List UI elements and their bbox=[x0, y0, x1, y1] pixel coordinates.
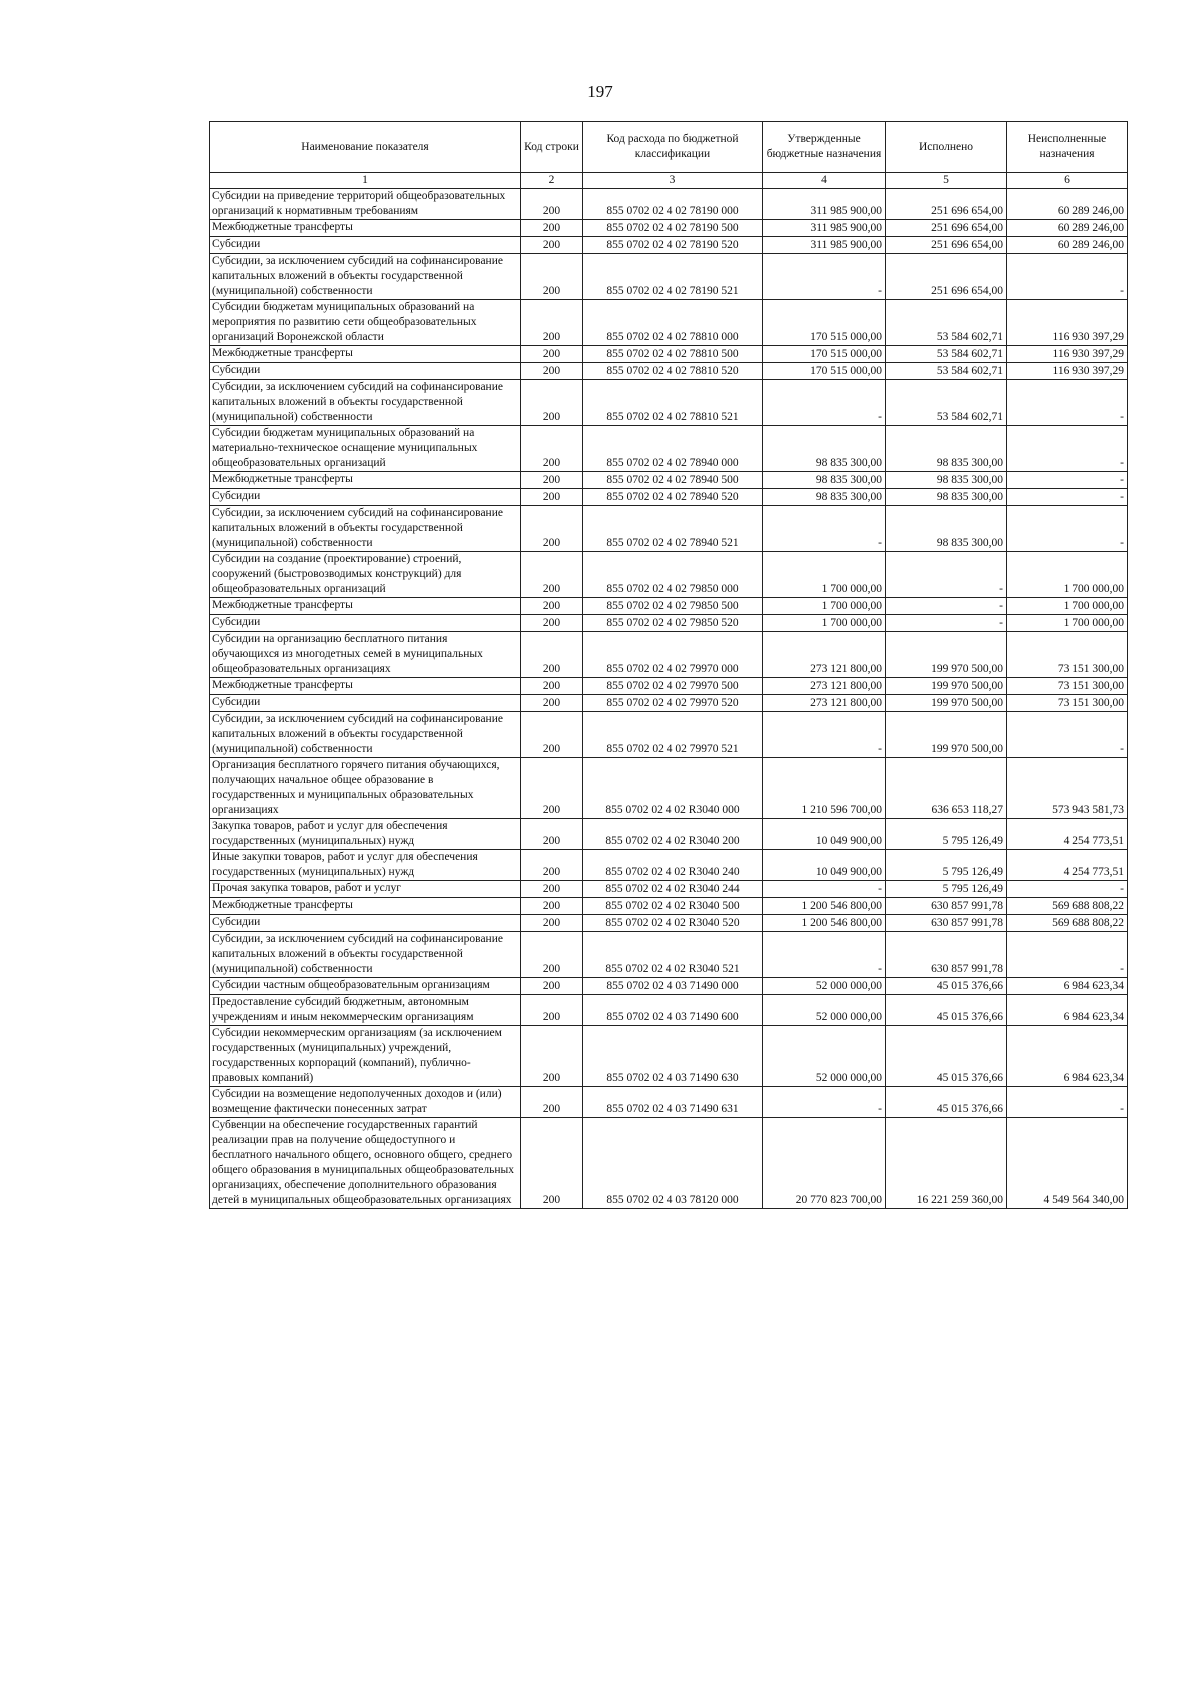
row-line-code: 200 bbox=[521, 915, 583, 932]
row-line-code: 200 bbox=[521, 237, 583, 254]
row-approved: - bbox=[763, 380, 886, 426]
row-unexecuted: 60 289 246,00 bbox=[1007, 220, 1128, 237]
row-line-code: 200 bbox=[521, 426, 583, 472]
row-line-code: 200 bbox=[521, 254, 583, 300]
row-classification-code: 855 0702 02 4 02 78940 520 bbox=[583, 489, 763, 506]
row-line-code: 200 bbox=[521, 881, 583, 898]
column-number: 1 bbox=[210, 173, 521, 189]
row-line-code: 200 bbox=[521, 678, 583, 695]
row-classification-code: 855 0702 02 4 02 78190 000 bbox=[583, 189, 763, 220]
column-number: 6 bbox=[1007, 173, 1128, 189]
row-unexecuted: 4 254 773,51 bbox=[1007, 819, 1128, 850]
row-classification-code: 855 0702 02 4 03 71490 600 bbox=[583, 995, 763, 1026]
row-approved: 273 121 800,00 bbox=[763, 695, 886, 712]
row-name: Субсидии bbox=[210, 237, 521, 254]
row-classification-code: 855 0702 02 4 02 78190 521 bbox=[583, 254, 763, 300]
column-number: 3 bbox=[583, 173, 763, 189]
table-row bbox=[210, 915, 1128, 932]
row-executed: 98 835 300,00 bbox=[886, 489, 1007, 506]
row-unexecuted: 73 151 300,00 bbox=[1007, 678, 1128, 695]
row-approved: 311 985 900,00 bbox=[763, 220, 886, 237]
row-classification-code: 855 0702 02 4 02 79970 521 bbox=[583, 712, 763, 758]
column-number-row bbox=[210, 173, 1128, 189]
row-classification-code: 855 0702 02 4 03 71490 631 bbox=[583, 1087, 763, 1118]
row-name: Субсидии bbox=[210, 363, 521, 380]
table-row bbox=[210, 978, 1128, 995]
table-row bbox=[210, 1026, 1128, 1087]
row-executed: 251 696 654,00 bbox=[886, 237, 1007, 254]
row-approved: 311 985 900,00 bbox=[763, 189, 886, 220]
row-line-code: 200 bbox=[521, 615, 583, 632]
row-line-code: 200 bbox=[521, 363, 583, 380]
row-approved: - bbox=[763, 254, 886, 300]
row-classification-code: 855 0702 02 4 02 79850 520 bbox=[583, 615, 763, 632]
table-row bbox=[210, 220, 1128, 237]
row-unexecuted: - bbox=[1007, 380, 1128, 426]
row-name: Субсидии бюджетам муниципальных образований на материально-техническое оснащение муниципальных общеобразовательных организаций bbox=[210, 426, 521, 472]
row-classification-code: 855 0702 02 4 02 R3040 500 bbox=[583, 898, 763, 915]
row-classification-code: 855 0702 02 4 02 79850 000 bbox=[583, 552, 763, 598]
row-classification-code: 855 0702 02 4 02 79970 500 bbox=[583, 678, 763, 695]
row-classification-code: 855 0702 02 4 02 78190 500 bbox=[583, 220, 763, 237]
row-name: Межбюджетные трансферты bbox=[210, 472, 521, 489]
row-classification-code: 855 0702 02 4 02 R3040 521 bbox=[583, 932, 763, 978]
row-line-code: 200 bbox=[521, 1087, 583, 1118]
row-line-code: 200 bbox=[521, 472, 583, 489]
header-classification-code: Код расхода по бюджетной классификации bbox=[583, 122, 763, 173]
row-approved: 1 200 546 800,00 bbox=[763, 915, 886, 932]
row-executed: - bbox=[886, 552, 1007, 598]
row-approved: - bbox=[763, 932, 886, 978]
row-unexecuted: 116 930 397,29 bbox=[1007, 363, 1128, 380]
row-name: Субсидии на возмещение недополученных доходов и (или) возмещение фактически понесенных затрат bbox=[210, 1087, 521, 1118]
row-unexecuted: 6 984 623,34 bbox=[1007, 1026, 1128, 1087]
row-executed: 630 857 991,78 bbox=[886, 915, 1007, 932]
table-row bbox=[210, 426, 1128, 472]
table-row bbox=[210, 898, 1128, 915]
row-name: Субвенции на обеспечение государственных гарантий реализации прав на получение общедоступного и бесплатного начального общего, основного общего, среднего общего образования в муниципальных общеобразовательных организациях, обеспечение дополнительного образования детей в муниципальных общеобразовательных организациях bbox=[210, 1118, 521, 1209]
row-classification-code: 855 0702 02 4 02 78940 521 bbox=[583, 506, 763, 552]
table-row bbox=[210, 346, 1128, 363]
column-number: 5 bbox=[886, 173, 1007, 189]
row-unexecuted: - bbox=[1007, 254, 1128, 300]
page-number: 197 bbox=[587, 82, 613, 101]
row-executed: 98 835 300,00 bbox=[886, 472, 1007, 489]
row-line-code: 200 bbox=[521, 932, 583, 978]
row-approved: 10 049 900,00 bbox=[763, 819, 886, 850]
row-executed: 53 584 602,71 bbox=[886, 346, 1007, 363]
row-executed: 98 835 300,00 bbox=[886, 426, 1007, 472]
row-approved: 1 210 596 700,00 bbox=[763, 758, 886, 819]
row-approved: - bbox=[763, 506, 886, 552]
row-executed: 45 015 376,66 bbox=[886, 978, 1007, 995]
row-approved: 311 985 900,00 bbox=[763, 237, 886, 254]
row-executed: 53 584 602,71 bbox=[886, 380, 1007, 426]
row-line-code: 200 bbox=[521, 380, 583, 426]
row-unexecuted: 1 700 000,00 bbox=[1007, 552, 1128, 598]
table-row bbox=[210, 489, 1128, 506]
row-approved: 1 700 000,00 bbox=[763, 615, 886, 632]
row-approved: 98 835 300,00 bbox=[763, 472, 886, 489]
budget-report-table bbox=[209, 121, 1128, 1209]
row-unexecuted: - bbox=[1007, 932, 1128, 978]
row-approved: 170 515 000,00 bbox=[763, 300, 886, 346]
table-header bbox=[210, 122, 1128, 189]
row-name: Субсидии, за исключением субсидий на софинансирование капитальных вложений в объекты государственной (муниципальной) собственности bbox=[210, 506, 521, 552]
row-unexecuted: - bbox=[1007, 712, 1128, 758]
row-classification-code: 855 0702 02 4 02 79970 520 bbox=[583, 695, 763, 712]
table-row bbox=[210, 678, 1128, 695]
row-unexecuted: - bbox=[1007, 506, 1128, 552]
row-classification-code: 855 0702 02 4 02 R3040 520 bbox=[583, 915, 763, 932]
row-approved: 1 200 546 800,00 bbox=[763, 898, 886, 915]
row-unexecuted: - bbox=[1007, 426, 1128, 472]
row-classification-code: 855 0702 02 4 02 78940 500 bbox=[583, 472, 763, 489]
table-row bbox=[210, 552, 1128, 598]
table-row bbox=[210, 1087, 1128, 1118]
table-row bbox=[210, 712, 1128, 758]
row-executed: 53 584 602,71 bbox=[886, 300, 1007, 346]
row-approved: - bbox=[763, 1087, 886, 1118]
row-executed: 5 795 126,49 bbox=[886, 881, 1007, 898]
row-name: Субсидии бюджетам муниципальных образований на мероприятия по развитию сети общеобразовательных организаций Воронежской области bbox=[210, 300, 521, 346]
header-executed: Исполнено bbox=[886, 122, 1007, 173]
row-name: Межбюджетные трансферты bbox=[210, 220, 521, 237]
table-row bbox=[210, 189, 1128, 220]
row-name: Субсидии на организацию бесплатного питания обучающихся из многодетных семей в муниципальных общеобразовательных организациях bbox=[210, 632, 521, 678]
row-line-code: 200 bbox=[521, 220, 583, 237]
row-executed: 5 795 126,49 bbox=[886, 850, 1007, 881]
row-unexecuted: 73 151 300,00 bbox=[1007, 632, 1128, 678]
row-classification-code: 855 0702 02 4 02 R3040 000 bbox=[583, 758, 763, 819]
row-unexecuted: 116 930 397,29 bbox=[1007, 346, 1128, 363]
row-unexecuted: 6 984 623,34 bbox=[1007, 995, 1128, 1026]
table-row bbox=[210, 819, 1128, 850]
row-line-code: 200 bbox=[521, 506, 583, 552]
row-executed: 5 795 126,49 bbox=[886, 819, 1007, 850]
row-classification-code: 855 0702 02 4 02 R3040 240 bbox=[583, 850, 763, 881]
row-approved: 170 515 000,00 bbox=[763, 363, 886, 380]
row-name: Субсидии, за исключением субсидий на софинансирование капитальных вложений в объекты государственной (муниципальной) собственности bbox=[210, 380, 521, 426]
table-row bbox=[210, 632, 1128, 678]
row-unexecuted: 6 984 623,34 bbox=[1007, 978, 1128, 995]
table-row bbox=[210, 598, 1128, 615]
row-line-code: 200 bbox=[521, 300, 583, 346]
table-row bbox=[210, 506, 1128, 552]
header-row bbox=[210, 122, 1128, 173]
row-unexecuted: 60 289 246,00 bbox=[1007, 189, 1128, 220]
row-approved: 10 049 900,00 bbox=[763, 850, 886, 881]
row-approved: 273 121 800,00 bbox=[763, 632, 886, 678]
row-name: Субсидии, за исключением субсидий на софинансирование капитальных вложений в объекты государственной (муниципальной) собственности bbox=[210, 932, 521, 978]
row-executed: - bbox=[886, 598, 1007, 615]
row-name: Закупка товаров, работ и услуг для обеспечения государственных (муниципальных) нужд bbox=[210, 819, 521, 850]
table-body bbox=[210, 189, 1128, 1209]
row-approved: 1 700 000,00 bbox=[763, 552, 886, 598]
header-line-code: Код строки bbox=[521, 122, 583, 173]
row-line-code: 200 bbox=[521, 1118, 583, 1209]
table-row bbox=[210, 237, 1128, 254]
row-approved: 20 770 823 700,00 bbox=[763, 1118, 886, 1209]
row-unexecuted: 569 688 808,22 bbox=[1007, 915, 1128, 932]
row-line-code: 200 bbox=[521, 712, 583, 758]
row-line-code: 200 bbox=[521, 898, 583, 915]
row-name: Межбюджетные трансферты bbox=[210, 898, 521, 915]
row-unexecuted: 4 549 564 340,00 bbox=[1007, 1118, 1128, 1209]
row-approved: 170 515 000,00 bbox=[763, 346, 886, 363]
row-name: Субсидии, за исключением субсидий на софинансирование капитальных вложений в объекты государственной (муниципальной) собственности bbox=[210, 712, 521, 758]
row-classification-code: 855 0702 02 4 02 78940 000 bbox=[583, 426, 763, 472]
row-name: Субсидии на создание (проектирование) строений, сооружений (быстровозводимых конструкций) для общеобразовательных организаций bbox=[210, 552, 521, 598]
row-unexecuted: - bbox=[1007, 881, 1128, 898]
row-executed: 45 015 376,66 bbox=[886, 1087, 1007, 1118]
row-line-code: 200 bbox=[521, 189, 583, 220]
row-line-code: 200 bbox=[521, 978, 583, 995]
row-name: Субсидии bbox=[210, 695, 521, 712]
table-row bbox=[210, 695, 1128, 712]
table-row bbox=[210, 1118, 1128, 1209]
row-line-code: 200 bbox=[521, 758, 583, 819]
row-line-code: 200 bbox=[521, 819, 583, 850]
row-classification-code: 855 0702 02 4 02 R3040 244 bbox=[583, 881, 763, 898]
table-row bbox=[210, 758, 1128, 819]
row-approved: 273 121 800,00 bbox=[763, 678, 886, 695]
row-executed: 199 970 500,00 bbox=[886, 632, 1007, 678]
row-unexecuted: 1 700 000,00 bbox=[1007, 598, 1128, 615]
row-approved: 52 000 000,00 bbox=[763, 978, 886, 995]
row-approved: 1 700 000,00 bbox=[763, 598, 886, 615]
row-classification-code: 855 0702 02 4 02 78190 520 bbox=[583, 237, 763, 254]
header-approved: Утвержденные бюджетные назначения bbox=[763, 122, 886, 173]
row-executed: 636 653 118,27 bbox=[886, 758, 1007, 819]
table-row bbox=[210, 850, 1128, 881]
table-row bbox=[210, 300, 1128, 346]
row-line-code: 200 bbox=[521, 552, 583, 598]
row-name: Субсидии на приведение территорий общеобразовательных организаций к нормативным требованиям bbox=[210, 189, 521, 220]
row-approved: 98 835 300,00 bbox=[763, 489, 886, 506]
row-executed: 199 970 500,00 bbox=[886, 678, 1007, 695]
row-line-code: 200 bbox=[521, 995, 583, 1026]
row-classification-code: 855 0702 02 4 03 78120 000 bbox=[583, 1118, 763, 1209]
row-unexecuted: 1 700 000,00 bbox=[1007, 615, 1128, 632]
row-unexecuted: 4 254 773,51 bbox=[1007, 850, 1128, 881]
row-executed: 199 970 500,00 bbox=[886, 712, 1007, 758]
row-line-code: 200 bbox=[521, 850, 583, 881]
row-name: Межбюджетные трансферты bbox=[210, 346, 521, 363]
row-approved: 98 835 300,00 bbox=[763, 426, 886, 472]
row-unexecuted: 73 151 300,00 bbox=[1007, 695, 1128, 712]
header-unexecuted: Неисполненные назначения bbox=[1007, 122, 1128, 173]
row-executed: 45 015 376,66 bbox=[886, 1026, 1007, 1087]
row-name: Субсидии bbox=[210, 489, 521, 506]
row-name: Субсидии частным общеобразовательным организациям bbox=[210, 978, 521, 995]
row-approved: - bbox=[763, 881, 886, 898]
table-row bbox=[210, 995, 1128, 1026]
column-number: 4 bbox=[763, 173, 886, 189]
row-executed: 98 835 300,00 bbox=[886, 506, 1007, 552]
row-executed: 630 857 991,78 bbox=[886, 932, 1007, 978]
header-name: Наименование показателя bbox=[210, 122, 521, 173]
row-unexecuted: 569 688 808,22 bbox=[1007, 898, 1128, 915]
table-row bbox=[210, 881, 1128, 898]
row-name: Межбюджетные трансферты bbox=[210, 678, 521, 695]
row-classification-code: 855 0702 02 4 02 78810 520 bbox=[583, 363, 763, 380]
row-line-code: 200 bbox=[521, 489, 583, 506]
table-row bbox=[210, 380, 1128, 426]
table-row bbox=[210, 472, 1128, 489]
row-executed: 199 970 500,00 bbox=[886, 695, 1007, 712]
row-unexecuted: 60 289 246,00 bbox=[1007, 237, 1128, 254]
row-name: Субсидии, за исключением субсидий на софинансирование капитальных вложений в объекты государственной (муниципальной) собственности bbox=[210, 254, 521, 300]
row-classification-code: 855 0702 02 4 02 78810 500 bbox=[583, 346, 763, 363]
row-classification-code: 855 0702 02 4 03 71490 630 bbox=[583, 1026, 763, 1087]
row-name: Субсидии bbox=[210, 615, 521, 632]
row-executed: - bbox=[886, 615, 1007, 632]
table-row bbox=[210, 615, 1128, 632]
row-executed: 53 584 602,71 bbox=[886, 363, 1007, 380]
row-classification-code: 855 0702 02 4 02 79970 000 bbox=[583, 632, 763, 678]
row-approved: 52 000 000,00 bbox=[763, 995, 886, 1026]
row-executed: 630 857 991,78 bbox=[886, 898, 1007, 915]
row-unexecuted: - bbox=[1007, 1087, 1128, 1118]
row-line-code: 200 bbox=[521, 346, 583, 363]
row-executed: 251 696 654,00 bbox=[886, 220, 1007, 237]
row-executed: 251 696 654,00 bbox=[886, 189, 1007, 220]
row-classification-code: 855 0702 02 4 02 78810 000 bbox=[583, 300, 763, 346]
row-name: Субсидии некоммерческим организациям (за исключением государственных (муниципальных) учреждений, государственных корпораций (компаний), публично-правовых компаний) bbox=[210, 1026, 521, 1087]
row-name: Прочая закупка товаров, работ и услуг bbox=[210, 881, 521, 898]
row-unexecuted: 573 943 581,73 bbox=[1007, 758, 1128, 819]
row-name: Субсидии bbox=[210, 915, 521, 932]
table-row bbox=[210, 254, 1128, 300]
row-executed: 45 015 376,66 bbox=[886, 995, 1007, 1026]
row-classification-code: 855 0702 02 4 02 79850 500 bbox=[583, 598, 763, 615]
row-line-code: 200 bbox=[521, 695, 583, 712]
row-executed: 16 221 259 360,00 bbox=[886, 1118, 1007, 1209]
row-unexecuted: 116 930 397,29 bbox=[1007, 300, 1128, 346]
row-name: Организация бесплатного горячего питания обучающихся, получающих начальное общее образование в государственных и муниципальных образовательных организациях bbox=[210, 758, 521, 819]
row-approved: 52 000 000,00 bbox=[763, 1026, 886, 1087]
row-name: Иные закупки товаров, работ и услуг для обеспечения государственных (муниципальных) нужд bbox=[210, 850, 521, 881]
row-name: Межбюджетные трансферты bbox=[210, 598, 521, 615]
row-line-code: 200 bbox=[521, 1026, 583, 1087]
row-line-code: 200 bbox=[521, 598, 583, 615]
row-line-code: 200 bbox=[521, 632, 583, 678]
row-executed: 251 696 654,00 bbox=[886, 254, 1007, 300]
row-classification-code: 855 0702 02 4 03 71490 000 bbox=[583, 978, 763, 995]
row-classification-code: 855 0702 02 4 02 R3040 200 bbox=[583, 819, 763, 850]
row-unexecuted: - bbox=[1007, 489, 1128, 506]
row-approved: - bbox=[763, 712, 886, 758]
table-row bbox=[210, 363, 1128, 380]
table-row bbox=[210, 932, 1128, 978]
row-unexecuted: - bbox=[1007, 472, 1128, 489]
row-classification-code: 855 0702 02 4 02 78810 521 bbox=[583, 380, 763, 426]
column-number: 2 bbox=[521, 173, 583, 189]
row-name: Предоставление субсидий бюджетным, автономным учреждениям и иным некоммерческим организациям bbox=[210, 995, 521, 1026]
